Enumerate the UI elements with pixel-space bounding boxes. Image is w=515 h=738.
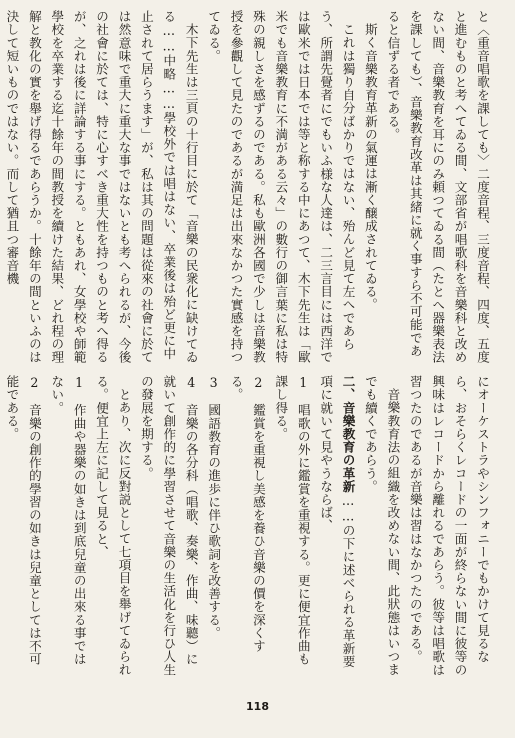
- list-item-a1: 1 唱歌の外に鑑賞を重視する。更に便宜作曲も課し得る。: [273, 375, 311, 666]
- lower-text-block: [4, 375, 493, 677]
- section-heading-continuation: ……の下に述べられる革新要項に就いて見やうならば、: [318, 375, 356, 669]
- paragraph-1: と〈重音唱歌を課しても〉二度音程、三度音程、四度、五度と進むものと考へてゐる間、文部省が唱歌科を音樂科と改めない間、音樂教育を耳にのみ頼つてゐる間（たとへ器樂表法を課しても）、音樂教育改革は其緒に就く事すら不可能であると信ずる者である。: [385, 10, 490, 364]
- paragraph-2: 斯く音樂教育革新の氣運は漸く醸成されてゐる。: [362, 22, 378, 311]
- section-heading: 二、音樂教育の革新: [340, 375, 356, 493]
- page-number: 118: [246, 700, 269, 713]
- paragraph-4: 木下先生は三頁の十行目に於て「音樂の民衆化に缺けてゐる……中略……學校外では唱はない、卒業後は殆ど更に中止されて居らうます」が、私は其の問題は從來の社會に於ては然意味で重大に重大な事ではないとも考へられるが、今後の社會に於ては、特に心すべき重大性を持つものと考へ得るが、之れは後に詳論する事にする。ともあれ、女學校や師範學校を卒業する迄十餘年の間教授を續けた結果、どれ程の理解と教化の實を舉げ得るであらうか。十餘年の間といふのは決して短いものではない。而して猶且つ審音機: [4, 10, 199, 364]
- transition-paragraph: とあり、次に反對説として七項目を舉げてゐられる。便宜上左に記して見ると、: [94, 375, 132, 676]
- paragraph-6: 音樂教育法の組織を改めない間、此狀態はいつまでも續くであらう。: [362, 375, 401, 676]
- paragraph-3: これは獨り自分ばかりではない、殆んど見て左へであらう、所謂先覺者にでもいふ様な人達は、二三言目には西洋では歐米では日本では等と称する中にあつて、木下先生は「歐米でも音樂教育に不満がある云々」の數行の御言葉に私は特殊の親しさを感ずるのである。私も歐洲各國で少しは音樂教授を參觀して見たのであるが満足は出來なかつた實感を持つてゐる。: [206, 10, 356, 364]
- section-heading-paragraph: [314, 375, 359, 677]
- list-item-b2: 2 音樂の創作的學習の如きは兒童としては不可能である。: [4, 375, 42, 666]
- list-item-b1: 1 作曲や器樂の如きは到底兒童の出來る事ではない。: [49, 375, 87, 666]
- paragraph-5: にオーケストラやシンフォニーでもかけて見るなら、おそらくレコードの一面が終らない間に彼等の興味はレコードから離れるであらう。彼等は唱歌は習つたのであるが音樂は習はなかつたのである。: [407, 375, 490, 677]
- list-item-a3: 3 國語教育の進歩に伴ひ歌詞を改善する。: [206, 375, 222, 640]
- list-item-a4: 4 音樂の各分科（唱歌、奏樂、作曲、味聽）に就いて創作的に學習させて音樂の生活化を行ひ人生の發展を期する。: [138, 375, 199, 677]
- list-item-a2: 2 鑑賞を重視し美感を養ひ音樂の價を深くする。: [228, 375, 266, 653]
- upper-text-block: [4, 10, 493, 368]
